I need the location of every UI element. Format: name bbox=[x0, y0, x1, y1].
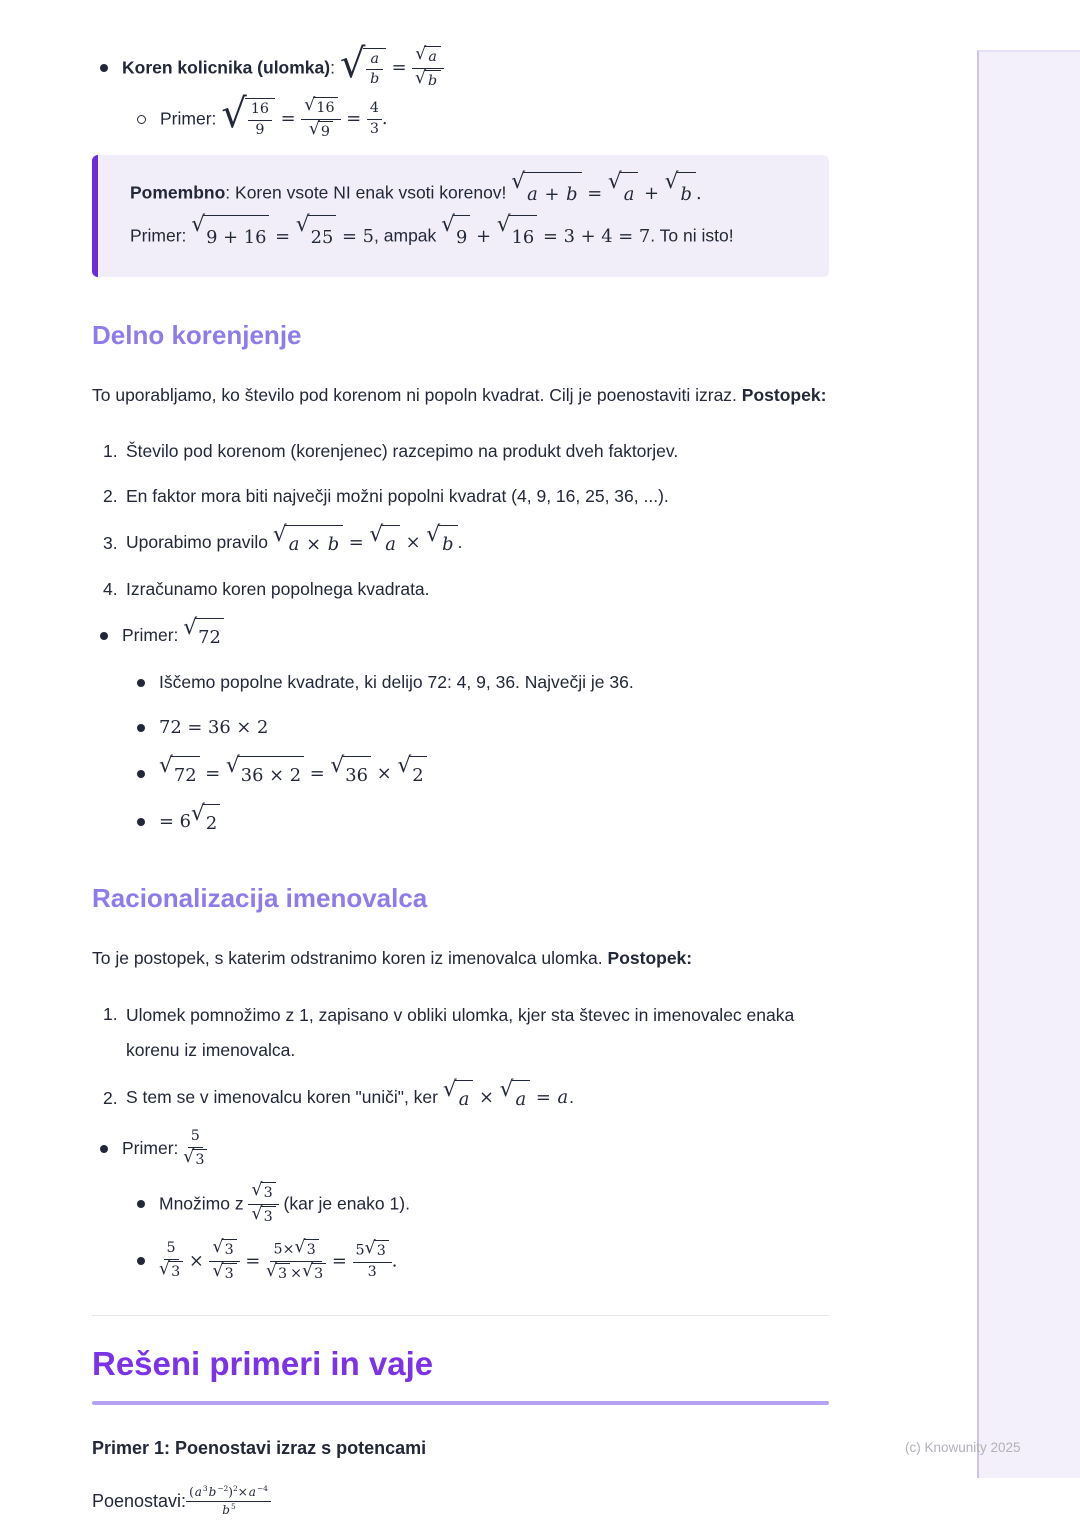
step-post-text: . bbox=[569, 1087, 574, 1108]
example-head bbox=[122, 615, 224, 654]
callout-line1 bbox=[130, 169, 803, 215]
rule-example bbox=[160, 91, 388, 142]
rationalization-formula: 5 √ 3 × √ 3 √ 3 = 5× √ 3 √ 3 × √ 3 = 5 √ 3 3 . bbox=[159, 1236, 398, 1282]
list-item bbox=[129, 753, 829, 792]
bullet-icon bbox=[137, 679, 145, 687]
procedure-list bbox=[92, 998, 829, 1116]
step-item bbox=[92, 998, 829, 1068]
cancel-rule-formula: √ a × √ a = a bbox=[443, 1087, 569, 1108]
step-pre-text: Uporabimo pravilo bbox=[126, 532, 273, 553]
step-item bbox=[92, 480, 829, 513]
sqrt3-over-sqrt3-formula: √ 3 √ 3 bbox=[248, 1193, 278, 1214]
list-number: 1. bbox=[103, 441, 118, 462]
bullet-icon bbox=[137, 724, 145, 732]
rules-list bbox=[92, 40, 829, 141]
bullet-icon bbox=[100, 1145, 108, 1153]
quotient-rule-formula: √ $\frac{a}{b}$ = √ a √ b bbox=[340, 57, 444, 78]
intro-bold: Postopek: bbox=[607, 948, 693, 969]
callout-title: Pomembno bbox=[130, 182, 226, 203]
list-item bbox=[92, 1128, 829, 1170]
next-page-edge bbox=[977, 50, 1080, 1478]
step-item bbox=[92, 435, 829, 468]
section-divider bbox=[92, 1315, 829, 1316]
step-item bbox=[92, 522, 829, 561]
step-text: Izračunamo koren popolnega kvadrata. bbox=[126, 579, 430, 600]
step-text bbox=[126, 522, 463, 561]
list-item bbox=[129, 666, 829, 699]
bullet-icon bbox=[100, 632, 108, 640]
copyright-notice: (c) Knowunity 2025 bbox=[905, 1440, 1021, 1455]
sum-example-formula-1: √ 9 + 16 = √ 25 = 5 bbox=[191, 226, 374, 247]
task-label: Poenostavi: bbox=[92, 1491, 187, 1512]
procedure-list bbox=[92, 435, 829, 606]
factorization-formula: 72 = 36 × 2 bbox=[159, 717, 269, 739]
intro-text: To je postopek, s katerim odstranimo koren iz imenovalca ulomka. bbox=[92, 948, 608, 969]
list-number: 2. bbox=[103, 486, 118, 507]
intro-bold: Postopek: bbox=[741, 385, 827, 406]
page-title: Rešeni primeri in vaje bbox=[92, 1345, 434, 1383]
section1-intro bbox=[92, 378, 829, 413]
five-over-sqrt3-formula: 5 √ 3 bbox=[183, 1138, 207, 1159]
step-item bbox=[92, 1077, 829, 1116]
example-label: Primer: bbox=[122, 625, 184, 646]
bullet-icon bbox=[137, 1200, 145, 1208]
section-heading-racionalizacija: Racionalizacija imenovalca bbox=[92, 883, 428, 914]
example-rationalization bbox=[92, 1128, 829, 1283]
step-text: En faktor mora biti največji možni popolni kvadrat (4, 9, 16, 25, 36, ...). bbox=[126, 486, 669, 507]
title-underline bbox=[92, 1401, 829, 1405]
example-step bbox=[159, 1182, 410, 1227]
product-rule-formula: √ a × b = √ a × √ b bbox=[273, 532, 458, 553]
important-callout bbox=[92, 155, 829, 277]
step-text: Število pod korenom (korenjenec) razcepimo na produkt dveh faktorjev. bbox=[126, 441, 679, 462]
example-sqrt72 bbox=[92, 615, 829, 840]
list-item bbox=[92, 40, 829, 91]
list-item bbox=[129, 801, 829, 840]
step-text: Ulomek pomnožimo z 1, zapisano v obliki ulomka, kjer sta števec in imenovalec enaka korenu iz imenovalca. bbox=[126, 1005, 795, 1061]
list-number: 3. bbox=[103, 532, 118, 553]
section2-intro bbox=[92, 941, 829, 976]
step-text bbox=[126, 1077, 574, 1116]
step-pre-text: Množimo z bbox=[159, 1193, 249, 1214]
section-heading-delno-korenjenje: Delno korenjenje bbox=[92, 320, 302, 351]
example-label: Primer: bbox=[122, 1138, 184, 1159]
list-number: 4. bbox=[103, 579, 118, 600]
list-item bbox=[129, 1182, 829, 1227]
result-formula: = 6 √ 2 bbox=[159, 804, 220, 840]
list-item bbox=[129, 1236, 829, 1284]
bullet-icon bbox=[137, 818, 145, 826]
bullet-icon bbox=[137, 1257, 145, 1265]
callout-end-text: . To ni isto! bbox=[650, 225, 734, 246]
step-pre-text: S tem se v imenovalcu koren "uniči", ker bbox=[126, 1087, 443, 1108]
sum-rule-formula: √ a + b = √ a + √ b . bbox=[511, 183, 701, 204]
quotient-example-formula: √ $\frac{16}{9}$ = √ 16 √ 9 = $\frac{4}{3}$ . bbox=[221, 91, 388, 140]
list-number: 1. bbox=[103, 1004, 118, 1025]
step-post-text: (kar je enako 1). bbox=[278, 1193, 410, 1214]
circle-bullet-icon bbox=[137, 115, 146, 124]
separator: : bbox=[330, 57, 340, 78]
sqrt72-formula: √ 72 bbox=[183, 625, 224, 646]
example-step-text: Iščemo popolne kvadrate, ki delijo 72: 4, 9, 36. Največji je 36. bbox=[159, 672, 634, 693]
example-head bbox=[122, 1128, 207, 1170]
bullet-icon bbox=[100, 64, 108, 72]
list-item bbox=[129, 91, 829, 142]
exercise-task bbox=[92, 1485, 829, 1518]
rule-label: Koren kolicnika (ulomka) bbox=[122, 57, 331, 78]
step-post-text: . bbox=[457, 532, 463, 553]
exponent-expression-formula: $\frac{(a^3b^{-2})^2\times a^{-4}}{b^5}$ bbox=[186, 1485, 271, 1518]
callout-mid-text: , ampak bbox=[374, 225, 442, 246]
step-item bbox=[92, 573, 829, 606]
intro-text: To uporabljamo, ko število pod korenom ni popoln kvadrat. Cilj je poenostaviti izraz. bbox=[92, 385, 742, 406]
callout-example-label: Primer: bbox=[130, 225, 192, 246]
callout-line2 bbox=[130, 212, 803, 258]
exercise-heading: Primer 1: Poenostavi izraz s potencami bbox=[92, 1438, 427, 1459]
list-item bbox=[92, 615, 829, 654]
rule-quotient bbox=[122, 40, 444, 91]
list-item bbox=[129, 711, 829, 744]
example-label: Primer: bbox=[160, 108, 222, 129]
sum-example-formula-2: √ 9 + √ 16 = 3 + 4 = 7 bbox=[441, 226, 650, 247]
document-body bbox=[92, 0, 829, 1518]
list-number: 2. bbox=[103, 1087, 118, 1108]
callout-text: : Koren vsote NI enak vsoti korenov! bbox=[225, 182, 512, 203]
bullet-icon bbox=[137, 770, 145, 778]
sqrt72-expansion-formula: √ 72 = √ 36 × 2 = √ 36 × √ 2 bbox=[159, 756, 427, 792]
